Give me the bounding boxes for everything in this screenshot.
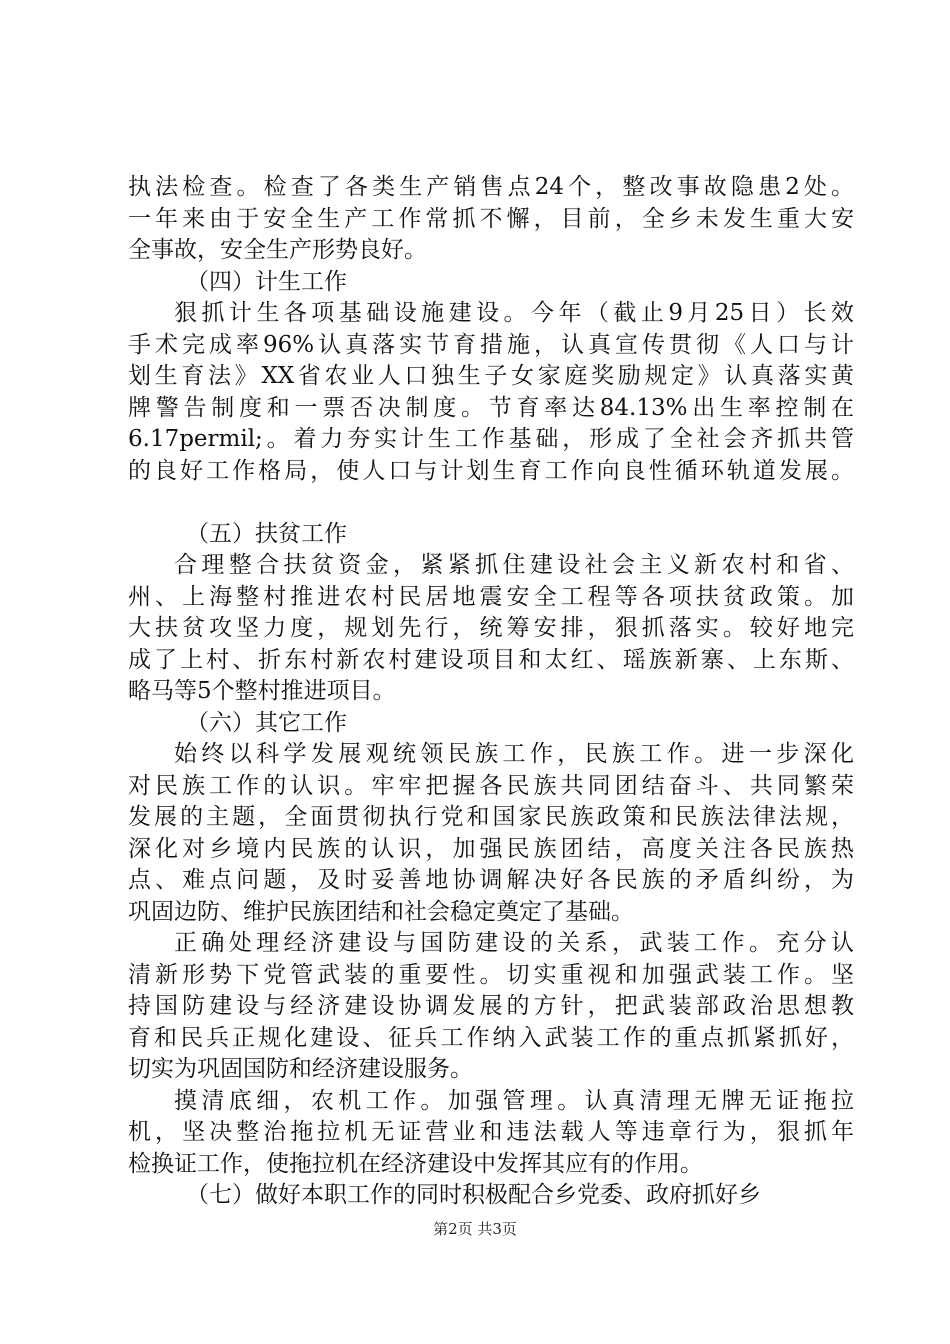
text-line: 狠抓计生各项基础设施建设。今年（截止9月25日）长效 — [174, 300, 854, 326]
text-line: 切实为巩固国防和经济建设服务。 — [128, 1056, 473, 1082]
text-line: 清新形势下党管武装的重要性。切实重视和加强武装工作。坚 — [128, 961, 854, 988]
text-line: 始终以科学发展观统领民族工作，民族工作。进一步深化 — [174, 741, 854, 767]
text-line: 成了上村、折东村新农村建设项目和太红、瑶族新寨、上东斯、 — [128, 646, 854, 673]
text-line: 深化对乡境内民族的认识，加强民族团结，高度关注各民族热 — [128, 835, 854, 862]
text-line: 摸清底细，农机工作。加强管理。认真清理无牌无证拖拉 — [174, 1087, 854, 1114]
document-body — [128, 172, 854, 1212]
blank-line — [128, 487, 854, 519]
text-line: 的良好工作格局，使人口与计划生育工作向良性循环轨道发展。 — [128, 457, 854, 484]
text-line: 合理整合扶贫资金，紧紧抓住建设社会主义新农村和省、 — [174, 552, 854, 578]
text-line: 点、难点问题，及时妥善地协调解决好各民族的矛盾纠纷，为 — [128, 867, 854, 893]
section-heading-line: （五）扶贫工作 — [186, 520, 347, 547]
text-line: 牌警告制度和一票否决制度。节育率达84.13%出生率控制在 — [128, 394, 854, 421]
text-line: 执法检查。检查了各类生产销售点24个，整改事故隐患2处。 — [128, 174, 854, 200]
text-line: 划生育法》XX省农业人口独生子女家庭奖励规定》认真落实黄 — [128, 363, 854, 389]
text-line: 巩固边防、维护民族团结和社会稳定奠定了基础。 — [128, 898, 634, 925]
text-line: 6.17permil;。着力夯实计生工作基础，形成了全社会齐抓共管 — [128, 426, 854, 452]
text-line: 育和民兵正规化建设、征兵工作纳入武装工作的重点抓紧抓好， — [128, 1024, 854, 1051]
text-line: 州、上海整村推进农村民居地震安全工程等各项扶贫政策。加 — [128, 583, 854, 610]
page-footer: 第2页 共3页 — [433, 1220, 517, 1238]
text-line: 正确处理经济建设与国防建设的关系，武装工作。充分认 — [174, 930, 854, 956]
text-line: 大扶贫攻坚力度，规划先行，统筹安排，狠抓落实。较好地完 — [128, 615, 854, 641]
text-line: 检换证工作，使拖拉机在经济建设中发挥其应有的作用。 — [128, 1150, 703, 1177]
text-line: 一年来由于安全生产工作常抓不懈，目前，全乡未发生重大安 — [128, 205, 854, 232]
text-line: 发展的主题，全面贯彻执行党和国家民族政策和民族法律法规， — [128, 804, 854, 830]
text-line: 机，坚决整治拖拉机无证营业和违法载人等违章行为，狠抓年 — [128, 1119, 854, 1145]
text-line: 略马等5个整村推进项目。 — [128, 678, 396, 704]
text-line: 手术完成率96%认真落实节育措施，认真宣传贯彻《人口与计 — [128, 331, 854, 358]
text-line: 对民族工作的认识。牢牢把握各民族共同团结奋斗、共同繁荣 — [128, 772, 854, 799]
section-heading-line: （六）其它工作 — [186, 709, 347, 736]
text-line: 全事故，安全生产形势良好。 — [128, 237, 427, 263]
section-heading-line: （七）做好本职工作的同时积极配合乡党委、政府抓好乡 — [186, 1182, 761, 1208]
section-heading-line: （四）计生工作 — [186, 268, 347, 295]
text-line: 持国防建设与经济建设协调发展的方针，把武装部政治思想教 — [128, 993, 854, 1019]
